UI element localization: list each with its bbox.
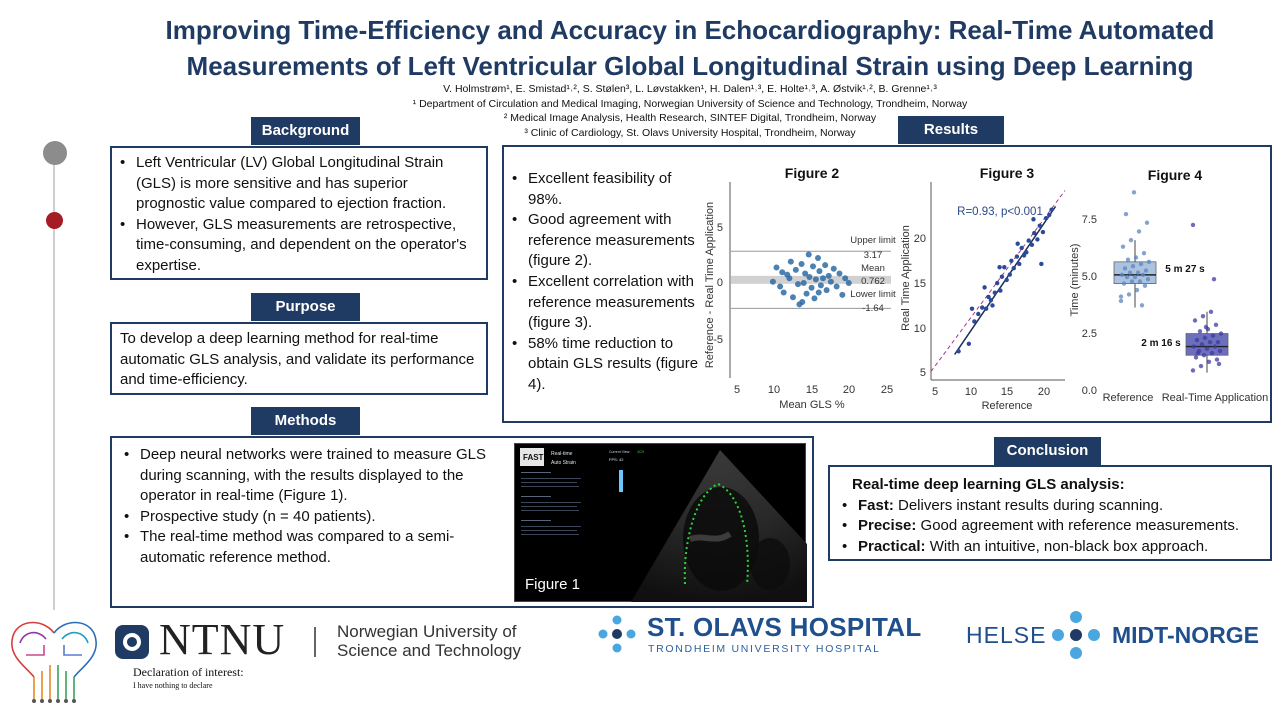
figure-2-title: Figure 2 <box>784 165 840 181</box>
figure-3-xtick: 15 <box>1000 386 1014 398</box>
figure-4-point <box>1218 349 1222 353</box>
affiliation-3: ³ Clinic of Cardiology, St. Olavs University Hospital, Trondheim, Norway <box>524 126 856 139</box>
figure-2-point <box>799 299 805 305</box>
figure-3-point <box>1017 262 1021 266</box>
purpose-text: To develop a deep learning method for real-time automatic GLS analysis, and validate its performance and time-efficiency. <box>120 330 475 389</box>
ntnu-wordmark: NTNU <box>159 615 286 664</box>
figure-4-point <box>1211 333 1215 337</box>
figure-4-point <box>1207 360 1211 364</box>
figure-3-ylabel: Real Time Application <box>900 225 912 331</box>
figure-2-point <box>846 280 852 286</box>
declaration-text: I have nothing to declare <box>133 681 213 690</box>
figure-3-point <box>1030 243 1034 247</box>
figure-4-box-label: 5 m 27 s <box>1165 264 1205 275</box>
figure-3-point <box>1027 238 1031 242</box>
figure-2-point <box>831 266 837 272</box>
figure-4-point <box>1124 212 1128 216</box>
conclusion-panel <box>828 465 1272 561</box>
figure-3-point <box>1009 259 1013 263</box>
figure-2-point <box>839 292 845 298</box>
figure-3-point <box>972 319 976 323</box>
figure-2-point <box>799 261 805 267</box>
st-olavs-logo-mark <box>596 613 638 655</box>
figure-4-point <box>1135 288 1139 292</box>
results-list <box>508 169 704 396</box>
figure-2-point <box>822 262 828 268</box>
figure-4-point <box>1212 277 1216 281</box>
figure-2-point <box>777 284 783 290</box>
figure-2-point <box>770 279 776 285</box>
figure-2-point <box>788 259 794 265</box>
figure-2-point <box>836 270 842 276</box>
figure-3-point <box>1038 223 1042 227</box>
figure-2-point <box>806 251 812 257</box>
figure-4-point <box>1217 362 1221 366</box>
figure-4-point <box>1215 357 1219 361</box>
figure-3-xlabel: Reference <box>981 400 1033 412</box>
conclusion-item-practical <box>838 537 1270 558</box>
figure-4-point <box>1191 223 1195 227</box>
figure-4-point <box>1137 229 1141 233</box>
figure-2-point <box>779 269 785 275</box>
figure-3-ytick: 20 <box>913 233 926 245</box>
title-line-1: Improving Time-Efficiency and Accuracy in Echocardiography: Real-Time Automated <box>165 15 1215 45</box>
figure-4-ytick: 0.0 <box>1081 385 1097 397</box>
figure-2-annotation: 0.762 <box>861 276 885 287</box>
echo-side-panel <box>521 472 581 535</box>
figure-1-label: Figure 1 <box>525 576 581 593</box>
figure-4-point <box>1191 368 1195 372</box>
figure-4-point <box>1193 318 1197 322</box>
figure-4-point <box>1132 190 1136 194</box>
figure-3-point <box>993 291 997 295</box>
figure-2-point <box>811 295 817 301</box>
figure-4-point <box>1209 310 1213 314</box>
results-bullet: • Good agreement with reference measurements (figure 2). <box>508 210 704 272</box>
figure-2-point <box>781 289 787 295</box>
figure-4-point <box>1119 299 1123 303</box>
figure-3-point <box>1002 265 1006 269</box>
background-header: Background <box>251 117 360 145</box>
figure-3-point <box>976 312 980 316</box>
methods-bullet: • Prospective study (n = 40 patients). <box>120 507 498 528</box>
figure-4-point <box>1192 344 1196 348</box>
figure-4-ytick: 2.5 <box>1081 328 1097 340</box>
figure-4-point <box>1123 266 1127 270</box>
figure-2-point <box>790 294 796 300</box>
figure-3-point <box>970 306 974 310</box>
ntnu-logo-mark <box>115 625 149 659</box>
timeline-dot-red <box>46 212 63 229</box>
conclusion-term: Precise: <box>858 517 917 535</box>
figure-3-point <box>1019 246 1023 250</box>
heart-circuit-logo <box>4 615 104 705</box>
figure-4-chart <box>1065 160 1270 415</box>
figure-4-ytick: 5.0 <box>1081 271 1097 283</box>
figure-2-point <box>842 275 848 281</box>
figure-2-point <box>774 265 780 271</box>
background-panel <box>110 146 488 280</box>
results-header: Results <box>898 116 1004 144</box>
figure-3-ytick: 10 <box>913 323 926 335</box>
background-list <box>116 153 480 277</box>
figure-4-point <box>1204 325 1208 329</box>
echo-image <box>515 444 807 603</box>
figure-4-point <box>1144 268 1148 272</box>
figure-2-point <box>809 285 815 291</box>
figure-3-point <box>989 298 993 302</box>
figure-3-point <box>1012 266 1016 270</box>
figure-4-point <box>1196 351 1200 355</box>
results-bullet: • 58% time reduction to obtain GLS results (figure 4). <box>508 334 704 396</box>
affiliation-2: ² Medical Image Analysis, Health Research, SINTEF Digital, Trondheim, Norway <box>503 112 877 124</box>
echo-gauge <box>619 470 623 492</box>
figure-4-category: Reference <box>1102 392 1154 404</box>
figure-3-point <box>1032 231 1036 235</box>
figure-4-point <box>1143 284 1147 288</box>
figure-3-xtick: 5 <box>931 386 939 398</box>
figure-4-point <box>1120 273 1124 277</box>
figure-3-point <box>1039 262 1043 266</box>
figure-4-box-label: 2 m 16 s <box>1141 338 1181 349</box>
figure-2-point <box>806 274 812 280</box>
figure-4-point <box>1129 238 1133 242</box>
background-bullet: • Left Ventricular (LV) Global Longitudinal Strain (GLS) is more sensitive and has superior prognostic value compared to ejection fraction. <box>116 153 480 215</box>
figure-4-category: Real-Time Application <box>1161 392 1269 404</box>
figure-3-point <box>1049 207 1053 211</box>
figure-3-point <box>1041 230 1045 234</box>
figure-2-ylabel: Reference - Real Time Application <box>704 201 716 369</box>
figure-3-point <box>1000 275 1004 279</box>
figure-2-xlabel: Mean GLS % <box>779 399 845 411</box>
figure-2-point <box>801 280 807 286</box>
figure-3-point <box>982 285 986 289</box>
figure-2-point <box>816 268 822 274</box>
figure-4-point <box>1130 279 1134 283</box>
conclusion-text: Delivers instant results during scanning. <box>893 496 1164 514</box>
figure-4-point <box>1121 244 1125 248</box>
conclusion-term: Practical: <box>858 537 926 555</box>
figure-2-xtick: 15 <box>805 384 819 396</box>
figure-4-point <box>1128 271 1132 275</box>
figure-3-point <box>956 349 960 353</box>
figure-2-point <box>824 287 830 293</box>
echo-autostrain-label: Auto Strain <box>551 460 576 466</box>
figure-3-title: Figure 3 <box>979 165 1035 181</box>
svg-text:FAST: FAST <box>523 453 544 462</box>
figure-3-point <box>998 288 1002 292</box>
conclusion-text: Good agreement with reference measurements. <box>916 517 1240 535</box>
figure-3-point <box>995 281 999 285</box>
methods-bullet: • Deep neural networks were trained to measure GLS during scanning, with the results displayed to the operator in real-time (Figure 1). <box>120 445 498 507</box>
figure-4-point <box>1194 355 1198 359</box>
figure-1-echo <box>514 443 806 602</box>
figure-4-point <box>1138 279 1142 283</box>
purpose-panel <box>110 322 488 395</box>
st-olavs-subtitle: TRONDHEIM UNIVERSITY HOSPITAL <box>648 643 881 655</box>
timeline-dot-grey <box>43 141 67 165</box>
figure-3-point <box>1035 237 1039 241</box>
figure-3-ytick: 15 <box>913 278 926 290</box>
figure-3-chart <box>895 160 1070 415</box>
figure-4-point <box>1141 273 1145 277</box>
figure-3-point <box>1015 254 1019 258</box>
figure-4-point <box>1139 262 1143 266</box>
midt-norge-wordmark: MIDT-NORGE <box>1112 622 1259 648</box>
figure-4-ylabel: Time (minutes) <box>1069 243 1081 317</box>
conclusion-lead: Real-time deep learning GLS analysis: <box>852 476 1125 493</box>
figure-4-title: Figure 4 <box>1147 167 1203 183</box>
figure-2-annotation: -1.64 <box>862 303 884 314</box>
figure-2-ytick: 5 <box>716 222 723 234</box>
figure-4-point <box>1205 347 1209 351</box>
figure-2-point <box>813 276 819 282</box>
figure-3-point <box>1016 242 1020 246</box>
figure-2-point <box>818 282 824 288</box>
figure-2-annotation: 3.17 <box>863 250 883 261</box>
figure-3-ytick: 5 <box>919 367 926 379</box>
conclusion-item-precise <box>838 516 1270 537</box>
figure-3-point <box>1047 213 1051 217</box>
figure-3-point <box>1004 278 1008 282</box>
figure-3-point <box>1024 250 1028 254</box>
results-bullet: • Excellent correlation with reference measurements (figure 3). <box>508 272 704 334</box>
figure-3-point <box>990 303 994 307</box>
figure-2-annotation: Lower limit <box>850 289 896 300</box>
figure-2-point <box>826 273 832 279</box>
figure-4-point <box>1203 336 1207 340</box>
figure-4-point <box>1195 338 1199 342</box>
figure-4-point <box>1140 303 1144 307</box>
figure-2-ytick: -5 <box>713 334 723 346</box>
purpose-header: Purpose <box>251 293 360 321</box>
figure-4-point <box>1119 294 1123 298</box>
figure-4-point <box>1147 260 1151 264</box>
figure-3-point <box>1008 272 1012 276</box>
results-bullet: • Excellent feasibility of 98%. <box>508 169 704 210</box>
figure-4-point <box>1142 251 1146 255</box>
figure-2-point <box>810 263 816 269</box>
echo-view: 4CH <box>637 450 645 454</box>
echo-realtime-label: Real-time <box>551 451 573 457</box>
figure-2-annotation: Mean <box>861 263 885 274</box>
figure-2-point <box>793 267 799 273</box>
figure-3-annotation: R=0.93, p<0.001 <box>957 206 1043 218</box>
conclusion-header: Conclusion <box>994 437 1101 465</box>
figure-2-xtick: 10 <box>767 384 781 396</box>
ntnu-logo <box>115 615 535 664</box>
echo-current-view: Current View: <box>609 450 631 454</box>
methods-list <box>120 445 498 569</box>
figure-3-xtick: 10 <box>964 386 978 398</box>
figure-4-point <box>1145 221 1149 225</box>
figure-2-point <box>815 255 821 261</box>
conclusion-item-fast <box>838 496 1270 517</box>
figure-2-point <box>804 291 810 297</box>
figure-3-point <box>967 342 971 346</box>
figure-4-point <box>1127 292 1131 296</box>
figure-3-point <box>980 305 984 309</box>
helse-logo-mark <box>1050 609 1102 661</box>
figure-4-point <box>1136 271 1140 275</box>
conclusion-term: Fast: <box>858 496 894 514</box>
figure-4-point <box>1134 255 1138 259</box>
figure-4-ytick: 7.5 <box>1081 214 1097 226</box>
figure-2-ytick: 0 <box>716 277 723 289</box>
declaration-title: Declaration of interest: <box>133 665 244 679</box>
helse-wordmark: HELSE <box>966 622 1047 648</box>
figure-2-xtick: 5 <box>733 384 741 396</box>
figure-2-point <box>828 279 834 285</box>
figure-4-point <box>1199 364 1203 368</box>
title-line-2: Measurements of Left Ventricular Global Longitudinal Strain using Deep Learning <box>186 51 1194 81</box>
figure-4-point <box>1219 331 1223 335</box>
figure-4-point <box>1146 277 1150 281</box>
figure-4-point <box>1198 329 1202 333</box>
conclusion-list <box>838 496 1270 558</box>
ntnu-name-line-1: Norwegian University of <box>337 622 517 641</box>
figure-2-point <box>786 275 792 281</box>
figure-4-point <box>1131 264 1135 268</box>
figure-3-xtick: 20 <box>1037 386 1051 398</box>
ntnu-divider <box>314 627 316 657</box>
ntnu-name-line-2: Science and Technology <box>337 641 521 660</box>
figure-4-point <box>1201 314 1205 318</box>
figure-2-xtick: 25 <box>880 384 894 396</box>
figure-4-point <box>1213 344 1217 348</box>
figure-4-point <box>1200 342 1204 346</box>
figure-3-point <box>1044 216 1048 220</box>
figure-2-point <box>795 281 801 287</box>
figure-4-point <box>1214 323 1218 327</box>
echo-gls-value: FPS: 42 <box>609 457 624 462</box>
conclusion-text: With an intuitive, non-black box approach. <box>925 537 1209 555</box>
st-olavs-wordmark: ST. OLAVS HOSPITAL <box>647 612 922 642</box>
figure-2-point <box>820 275 826 281</box>
figure-3-point <box>984 306 988 310</box>
methods-header: Methods <box>251 407 360 435</box>
figure-4-point <box>1133 275 1137 279</box>
figure-4-point <box>1122 281 1126 285</box>
figure-4-point <box>1208 340 1212 344</box>
background-bullet: • However, GLS measurements are retrospective, time-consuming, and dependent on the operator's expertise. <box>116 215 480 277</box>
figure-4-point <box>1125 275 1129 279</box>
figure-2-xtick: 20 <box>842 384 856 396</box>
methods-bullet: • The real-time method was compared to a semi-automatic reference method. <box>120 527 498 568</box>
figure-2-point <box>834 284 840 290</box>
authors: V. Holmstrøm¹, E. Smistad¹˒², S. Stølen³, L. Løvstakken¹, H. Dalen¹˒³, E. Holte¹˒³, A. Østvik¹˒², B. Grenne¹˒³ <box>443 83 937 95</box>
affiliation-1: ¹ Department of Circulation and Medical Imaging, Norwegian University of Science and Technology, Trondheim, Norway <box>412 97 968 110</box>
figure-2-point <box>816 289 822 295</box>
figure-2-chart <box>700 160 900 415</box>
figure-4-point <box>1202 353 1206 357</box>
figure-4-point <box>1210 351 1214 355</box>
figure-2-annotation: Upper limit <box>850 235 896 246</box>
figure-3-point <box>997 265 1001 269</box>
figure-4-point <box>1216 340 1220 344</box>
poster-title <box>100 12 1280 84</box>
figure-4-point <box>1126 257 1130 261</box>
